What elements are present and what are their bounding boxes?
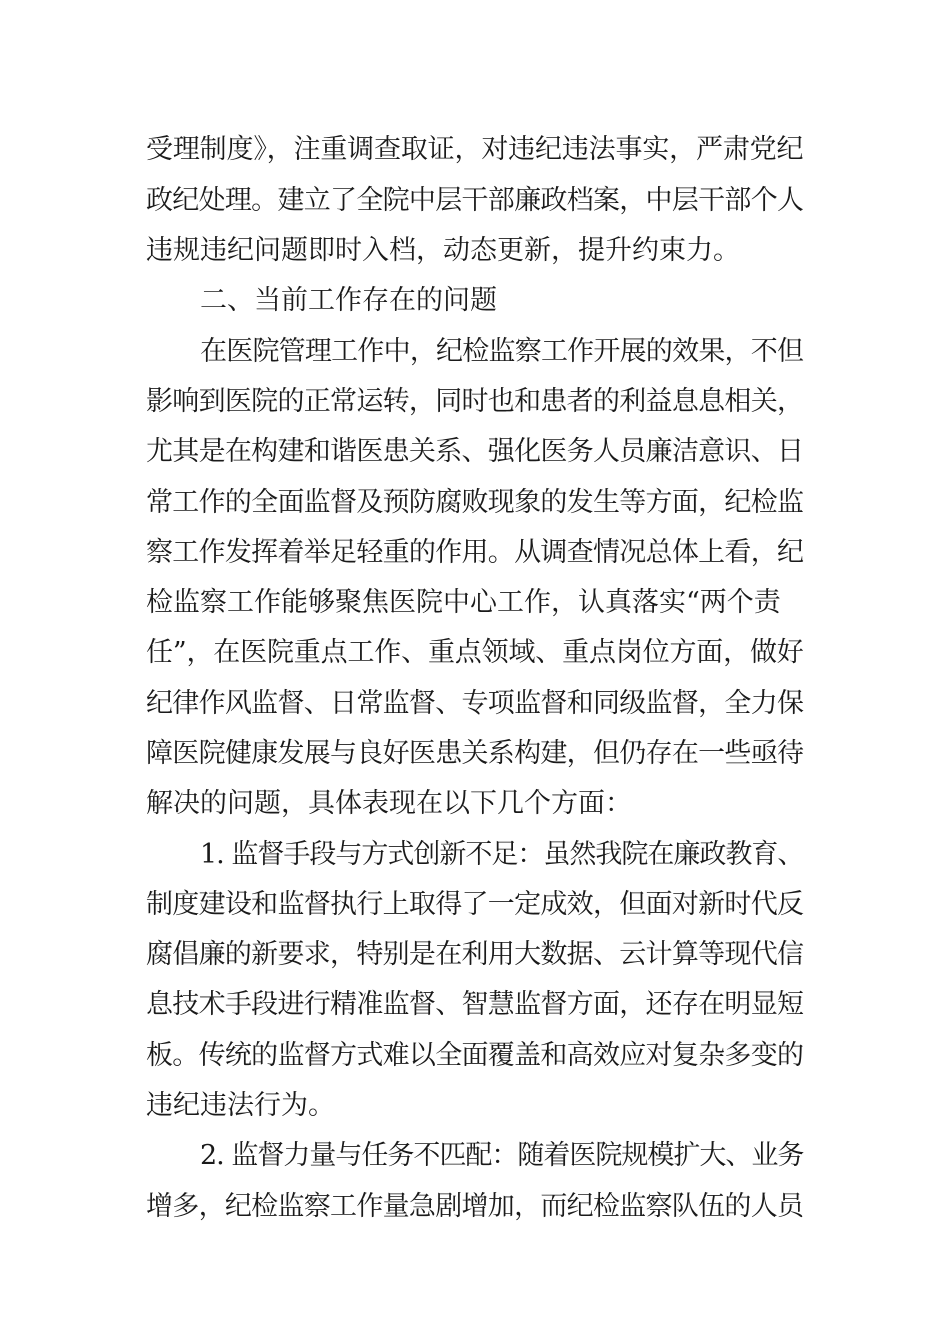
list-item-2-line: 2. 监督力量与任务不匹配：随着医院规模扩大、业务 — [200, 1140, 804, 1171]
text-line: 常工作的全面监督及预防腐败现象的发生等方面，纪检监 — [146, 487, 804, 518]
text-line: 制度建设和监督执行上取得了一定成效，但面对新时代反 — [146, 889, 804, 920]
text-line: 障医院健康发展与良好医患关系构建，但仍存在一些亟待 — [146, 738, 804, 769]
text-line: 察工作发挥着举足轻重的作用。从调查情况总体上看，纪 — [146, 537, 804, 568]
text-line: 纪律作风监督、日常监督、专项监督和同级监督，全力保 — [146, 688, 804, 719]
text-line: 在医院管理工作中，纪检监察工作开展的效果，不但 — [200, 336, 804, 367]
text-line: 息技术手段进行精准监督、智慧监督方面，还存在明显短 — [146, 989, 804, 1020]
text-line: 受理制度》，注重调查取证，对违纪违法事实，严肃党纪 — [146, 134, 804, 165]
text-line: 政纪处理。建立了全院中层干部廉政档案，中层干部个人 — [146, 185, 804, 216]
text-line: 板。传统的监督方式难以全面覆盖和高效应对复杂多变的 — [146, 1040, 804, 1071]
text-line: 增多，纪检监察工作量急剧增加，而纪检监察队伍的人员 — [146, 1191, 804, 1222]
text-line: 解决的问题，具体表现在以下几个方面： — [146, 788, 632, 819]
text-line: 违规违纪问题即时入档，动态更新，提升约束力。 — [146, 235, 740, 266]
list-item-1-line: 1. 监督手段与方式创新不足：虽然我院在廉政教育、 — [200, 839, 804, 870]
text-line: 腐倡廉的新要求，特别是在利用大数据、云计算等现代信 — [146, 939, 804, 970]
text-line: 尤其是在构建和谐医患关系、强化医务人员廉洁意识、日 — [146, 436, 804, 467]
text-line: 影响到医院的正常运转，同时也和患者的利益息息相关， — [146, 386, 804, 417]
text-line: 违纪违法行为。 — [146, 1090, 335, 1121]
section-heading: 二、当前工作存在的问题 — [200, 285, 497, 316]
text-line: 检监察工作能够聚焦医院中心工作，认真落实“两个责 — [146, 587, 781, 618]
text-line: 任”，在医院重点工作、重点领域、重点岗位方面，做好 — [146, 637, 804, 668]
